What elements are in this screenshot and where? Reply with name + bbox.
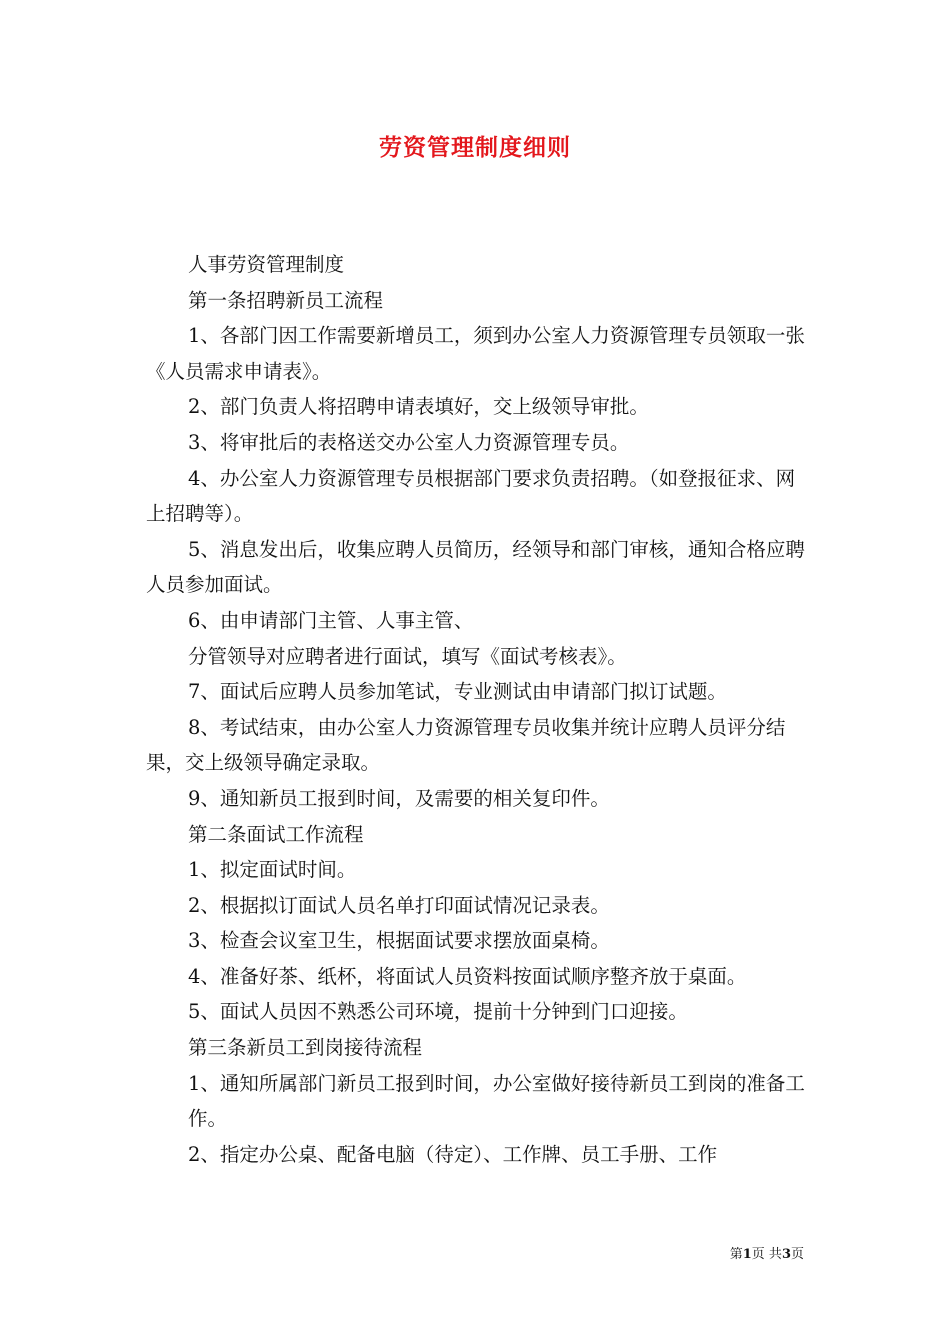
paragraph: 4、办公室人力资源管理专员根据部门要求负责招聘。（如登报征求、网上招聘等）。 [146, 466, 796, 526]
paragraph: 7、面试后应聘人员参加笔试，专业测试由申请部门拟订试题。 [188, 680, 727, 704]
paragraph: 4、准备好茶、纸杯，将面试人员资料按面试顺序整齐放于桌面。 [188, 964, 747, 988]
paragraph: 2、部门负责人将招聘申请表填好，交上级领导审批。 [188, 395, 649, 419]
paragraph: 9、通知新员工报到时间，及需要的相关复印件。 [188, 786, 610, 810]
paragraph: 2、指定办公桌、配备电脑（待定）、工作牌、员工手册、工作 [188, 1142, 718, 1166]
footer-suffix: 页 [790, 1247, 804, 1262]
paragraph: 8、考试结束，由办公室人力资源管理专员收集并统计应聘人员评分结果，交上级领导确定录取。 [146, 715, 786, 775]
paragraph: 作。 [188, 1107, 228, 1131]
paragraph: 1、通知所属部门新员工报到时间，办公室做好接待新员工到岗的准备工 [188, 1071, 805, 1095]
document-body [146, 247, 810, 1172]
paragraph: 人事劳资管理制度 [188, 253, 345, 276]
paragraph: 3、将审批后的表格送交办公室人力资源管理专员。 [188, 430, 630, 454]
paragraph: 第三条新员工到岗接待流程 [188, 1036, 423, 1060]
paragraph: 分管领导对应聘者进行面试，填写《面试考核表》。 [188, 644, 627, 668]
paragraph: 5、消息发出后，收集应聘人员简历，经领导和部门审核，通知合格应聘人员参加面试。 [146, 537, 805, 597]
page-footer [730, 1246, 804, 1264]
paragraph: 第一条招聘新员工流程 [188, 288, 384, 312]
paragraph: 5、面试人员因不熟悉公司环境，提前十分钟到门口迎接。 [188, 1000, 688, 1024]
footer-prefix: 第 [729, 1247, 743, 1262]
paragraph: 6、由申请部门主管、人事主管、 [188, 608, 474, 632]
paragraph: 第二条面试工作流程 [188, 822, 364, 846]
paragraph: 1、各部门因工作需要新增员工，须到办公室人力资源管理专员领取一张《人员需求申请表》。 [146, 324, 805, 383]
footer-page-number: 1 [742, 1247, 752, 1262]
paragraph: 3、检查会议室卫生，根据面试要求摆放面桌椅。 [188, 929, 610, 953]
document-title: 劳资管理制度细则 [379, 134, 571, 161]
paragraph: 2、根据拟订面试人员名单打印面试情况记录表。 [188, 893, 610, 917]
footer-total-pages: 3 [781, 1247, 791, 1262]
footer-middle: 页 共 [751, 1247, 782, 1262]
paragraph: 1、拟定面试时间。 [188, 858, 357, 882]
